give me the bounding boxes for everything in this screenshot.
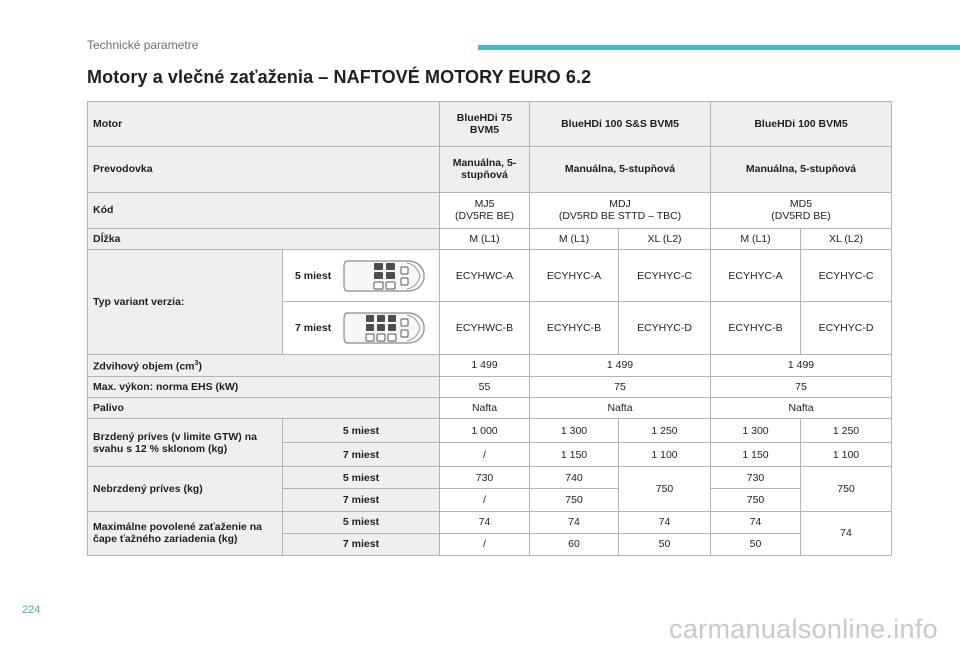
power-cell: 55 [440,376,530,397]
variant-cell: ECYHYC-D [619,302,711,354]
variant-cell: ECYHYC-C [619,249,711,301]
motor-cell: BlueHDi 75 BVM5 [440,102,530,147]
row-towball-5 [88,511,892,533]
label-variant: Typ variant verzia: [88,249,283,354]
fuel-cell: Nafta [440,397,530,418]
gearbox-cell: Manuálna, 5-stupňová [711,147,892,192]
watermark: carmanualsonline.info [669,614,938,644]
label-braked-trailer: Brzdený príves (v limite GTW) na svahu s 12 % sklonom (kg) [88,419,283,467]
section-label: Technické parametre [87,38,199,52]
variant-7-seats [283,302,440,354]
unbraked-cell: 750 [801,467,892,511]
label-fuel: Palivo [88,397,440,418]
gearbox-cell: Manuálna, 5-stupňová [530,147,711,192]
braked-cell: 1 100 [619,443,711,467]
motor-cell: BlueHDi 100 S&S BVM5 [530,102,711,147]
row-length [88,228,892,249]
towball-cell: 74 [801,511,892,555]
displacement-label-end: ) [198,360,202,373]
braked-cell: 1 150 [530,443,619,467]
length-cell: M (L1) [440,228,530,249]
variant-5-seats [283,249,440,301]
length-cell: XL (L2) [801,228,892,249]
row-displacement [88,354,892,376]
row-unbraked-5 [88,467,892,489]
towball-cell: 74 [619,511,711,533]
length-cell: M (L1) [711,228,801,249]
length-cell: XL (L2) [619,228,711,249]
towball-cell: 74 [711,511,801,533]
van-7-seats-icon [341,307,427,349]
power-cell: 75 [711,376,892,397]
towball-5-label: 5 miest [283,511,440,533]
label-towball: Maximálne povolené zaťaženie na čape ťažného zariadenia (kg) [88,511,283,555]
towball-7-label: 7 miest [283,533,440,555]
displacement-superscript: 3 [194,359,199,367]
row-code [88,192,892,228]
unbraked-cell: 750 [711,489,801,511]
code-cell: MDJ (DV5RD BE STTD – TBC) [530,192,711,228]
variant-cell: ECYHYC-D [801,302,892,354]
engine-spec-table [87,101,892,556]
row-fuel [88,397,892,418]
label-unbraked-trailer: Nebrzdený príves (kg) [88,467,283,511]
unbraked-7-label: 7 miest [283,489,440,511]
displacement-cell: 1 499 [440,354,530,376]
braked-cell: 1 000 [440,419,530,443]
row-motor [88,102,892,147]
variant-cell: ECYHYC-A [530,249,619,301]
label-power: Max. výkon: norma EHS (kW) [88,376,440,397]
unbraked-cell: / [440,489,530,511]
displacement-cell: 1 499 [530,354,711,376]
unbraked-cell: 750 [619,467,711,511]
towball-cell: 74 [440,511,530,533]
braked-cell: 1 250 [801,419,892,443]
unbraked-cell: 750 [530,489,619,511]
variant-cell: ECYHYC-B [711,302,801,354]
towball-cell: 60 [530,533,619,555]
label-code: Kód [88,192,440,228]
unbraked-cell: 740 [530,467,619,489]
fuel-cell: Nafta [711,397,892,418]
unbraked-5-label: 5 miest [283,467,440,489]
towball-cell: 50 [711,533,801,555]
variant-7-label: 7 miest [295,321,332,334]
braked-cell: 1 250 [619,419,711,443]
variant-cell: ECYHYC-B [530,302,619,354]
row-power [88,376,892,397]
towball-cell: / [440,533,530,555]
power-cell: 75 [530,376,711,397]
variant-cell: ECYHWC-B [440,302,530,354]
motor-cell: BlueHDi 100 BVM5 [711,102,892,147]
label-gearbox: Prevodovka [88,147,440,192]
row-variant-5 [88,249,892,301]
fuel-cell: Nafta [530,397,711,418]
length-cell: M (L1) [530,228,619,249]
page-title: Motory a vlečné zaťaženia – NAFTOVÉ MOTORY EURO 6.2 [87,67,592,87]
displacement-label-text: Zdvihový objem (cm [93,360,195,373]
row-braked-5 [88,419,892,443]
header-accent-bar [478,45,960,50]
towball-cell: 74 [530,511,619,533]
braked-cell: 1 150 [711,443,801,467]
gearbox-cell: Manuálna, 5-stupňová [440,147,530,192]
braked-cell: / [440,443,530,467]
code-cell: MD5 (DV5RD BE) [711,192,892,228]
unbraked-cell: 730 [711,467,801,489]
braked-cell: 1 300 [711,419,801,443]
displacement-cell: 1 499 [711,354,892,376]
braked-7-label: 7 miest [283,443,440,467]
page-number: 224 [22,604,41,616]
van-5-seats-icon [341,255,427,297]
label-length: Dĺžka [88,228,440,249]
label-motor: Motor [88,102,440,147]
variant-5-label: 5 miest [295,269,332,282]
braked-5-label: 5 miest [283,419,440,443]
variant-cell: ECYHYC-C [801,249,892,301]
braked-cell: 1 100 [801,443,892,467]
unbraked-cell: 730 [440,467,530,489]
label-displacement [88,354,440,376]
code-cell: MJ5 (DV5RE BE) [440,192,530,228]
variant-cell: ECYHWC-A [440,249,530,301]
row-gearbox [88,147,892,192]
variant-cell: ECYHYC-A [711,249,801,301]
towball-cell: 50 [619,533,711,555]
braked-cell: 1 300 [530,419,619,443]
